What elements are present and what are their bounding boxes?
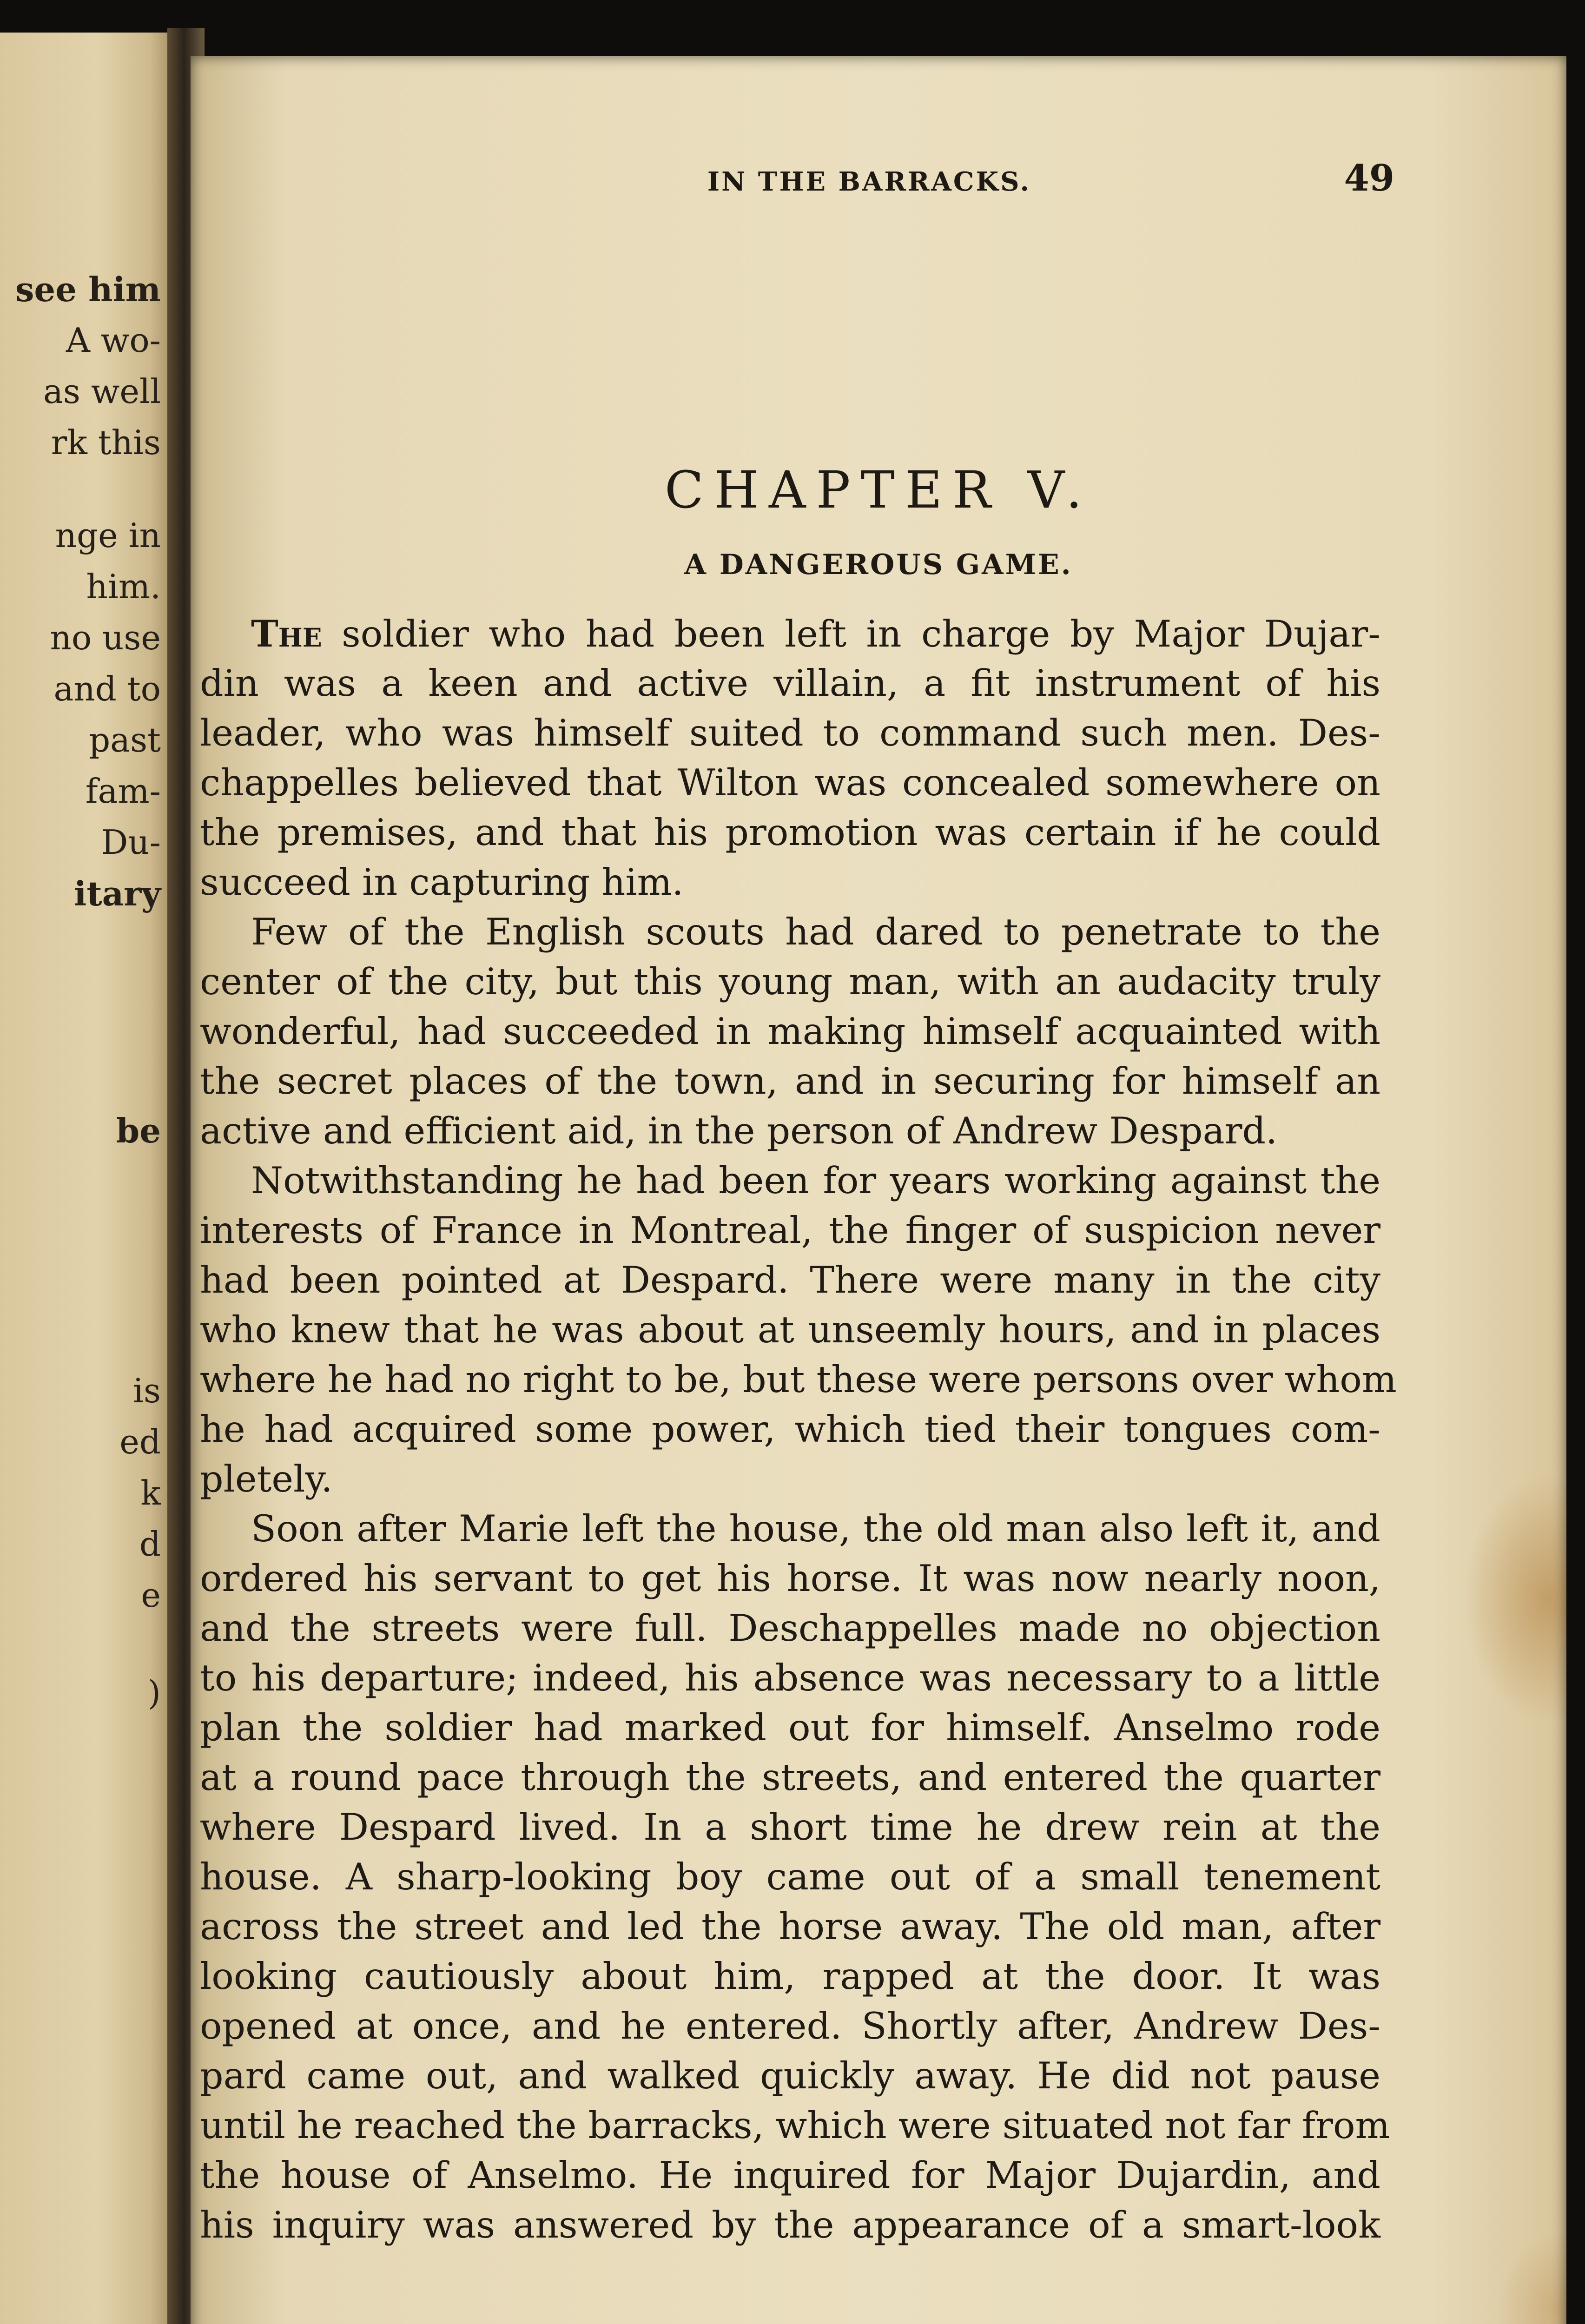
left-page-line: as well [43, 372, 161, 411]
text-line-content: looking cautiously about him, rapped at the door. It was [200, 1955, 1380, 1998]
chapter-subtitle: A DANGEROUS GAME. [684, 548, 1073, 581]
text-line [200, 1753, 1380, 1802]
text-line [200, 1802, 1380, 1852]
text-line [200, 1703, 1380, 1753]
text-line-content: and the streets were full. Deschappelles made no objection [200, 1607, 1380, 1650]
text-line [200, 1007, 1380, 1056]
text-line [200, 957, 1380, 1007]
text-line-content: Soon after Marie left the house, the old man also left it, and [251, 1507, 1380, 1550]
text-line-content: his inquiry was answered by the appearance of a smart-look [200, 2204, 1380, 2246]
text-line [200, 907, 1380, 957]
left-page-line: ed [119, 1422, 161, 1461]
text-line-content: the premises, and that his promotion was certain if he could [200, 811, 1380, 854]
running-head: IN THE BARRACKS. [707, 166, 1031, 197]
left-page-line: k [140, 1473, 161, 1512]
text-line-content: leader, who was himself suited to command such men. Des- [200, 712, 1380, 754]
text-line-content: chappelles believed that Wilton was concealed somewhere on [200, 761, 1380, 804]
text-line [200, 1454, 1380, 1504]
text-line [200, 1902, 1380, 1952]
text-line [200, 1504, 1380, 1554]
text-line [200, 808, 1380, 858]
left-page-line: past [89, 720, 161, 759]
text-line-content: where Despard lived. In a short time he drew rein at the [200, 1806, 1380, 1849]
text-line [200, 1206, 1380, 1255]
left-page-line: rk this [51, 423, 161, 462]
text-line-content: the secret places of the town, and in securing for himself an [200, 1060, 1380, 1103]
body-text [200, 609, 1397, 2250]
left-page-line: A wo- [66, 321, 161, 360]
text-line [200, 1255, 1380, 1305]
book-page [191, 56, 1566, 2324]
left-page-line: be [116, 1111, 161, 1150]
text-line [200, 1653, 1380, 1703]
text-line-content: pard came out, and walked quickly away. He did not pause [200, 2054, 1380, 2097]
text-line [200, 1604, 1380, 1653]
left-facing-page [0, 33, 177, 2324]
text-line-content: until he reached the barracks, which were situated not far from [200, 2104, 1390, 2147]
text-line [200, 1056, 1380, 1106]
text-line-content: wonderful, had succeeded in making himself acquainted with [200, 1010, 1380, 1053]
text-line [200, 708, 1380, 758]
left-page-line: nge in [55, 516, 161, 555]
text-line-content: pletely. [200, 1458, 333, 1500]
paragraph-lead-word: The [251, 612, 322, 655]
text-line-content: where he had no right to be, but these were persons over whom [200, 1358, 1397, 1401]
text-line-content: Few of the English scouts had dared to penetrate to the [251, 911, 1380, 953]
text-line [200, 1554, 1380, 1604]
left-page-line: him. [86, 567, 161, 606]
left-page-line: and to [53, 669, 161, 708]
text-line-content: opened at once, and he entered. Shortly after, Andrew Des- [200, 2005, 1380, 2047]
text-line [200, 659, 1380, 708]
text-line-content: he had acquired some power, which tied their tongues com- [200, 1408, 1380, 1451]
text-line-content: center of the city, but this young man, with an audacity truly [200, 960, 1380, 1003]
text-line [200, 609, 1380, 659]
text-line [200, 858, 1380, 907]
text-line-content: plan the soldier had marked out for himself. Anselmo rode [200, 1706, 1380, 1749]
text-line-content: across the street and led the horse away. The old man, after [200, 1905, 1380, 1948]
left-page-line: no use [50, 618, 161, 657]
text-line-content: the house of Anselmo. He inquired for Major Dujardin, and [200, 2154, 1380, 2197]
text-line [200, 1156, 1380, 1206]
chapter-title: CHAPTER V. [664, 460, 1093, 520]
left-page-line: itary [73, 874, 161, 913]
text-line [200, 2001, 1380, 2051]
text-line [200, 1355, 1397, 1405]
page-number: 49 [1344, 157, 1394, 199]
text-line-content: interests of France in Montreal, the finger of suspicion never [200, 1209, 1380, 1252]
text-line-content: ordered his servant to get his horse. It was now nearly noon, [200, 1557, 1380, 1600]
text-line-content: at a round pace through the streets, and entered the quarter [200, 1756, 1380, 1799]
left-page-line: fam- [85, 772, 161, 811]
left-page-line: see him [15, 270, 161, 309]
text-line [200, 2200, 1380, 2250]
text-line [200, 2151, 1380, 2200]
text-line [200, 2101, 1390, 2151]
left-page-line: ) [147, 1673, 161, 1712]
text-line-content: active and efficient aid, in the person of Andrew Despard. [200, 1109, 1278, 1152]
text-line-content: din was a keen and active villain, a fit instrument of his [200, 662, 1380, 705]
text-line-content: had been pointed at Despard. There were many in the city [200, 1259, 1380, 1301]
text-line [200, 1305, 1380, 1355]
text-line-content: soldier who had been left in charge by Major Dujar- [322, 613, 1380, 655]
text-line [200, 1106, 1380, 1156]
text-line-content: who knew that he was about at unseemly hours, and in places [200, 1308, 1380, 1351]
text-line-content: house. A sharp-looking boy came out of a small tenement [200, 1855, 1380, 1898]
left-page-line: Du- [101, 823, 161, 862]
left-page-line: e [141, 1576, 161, 1615]
text-line [200, 1952, 1380, 2001]
text-line [200, 1852, 1380, 1902]
text-line-content: to his departure; indeed, his absence was necessary to a little [200, 1657, 1380, 1699]
text-line [200, 1405, 1380, 1454]
left-page-line: d [139, 1525, 161, 1564]
text-line-content: Notwithstanding he had been for years working against the [251, 1159, 1380, 1202]
text-line [200, 2051, 1380, 2101]
text-line-content: succeed in capturing him. [200, 861, 684, 904]
text-line [200, 758, 1380, 808]
left-page-line: is [133, 1371, 161, 1410]
